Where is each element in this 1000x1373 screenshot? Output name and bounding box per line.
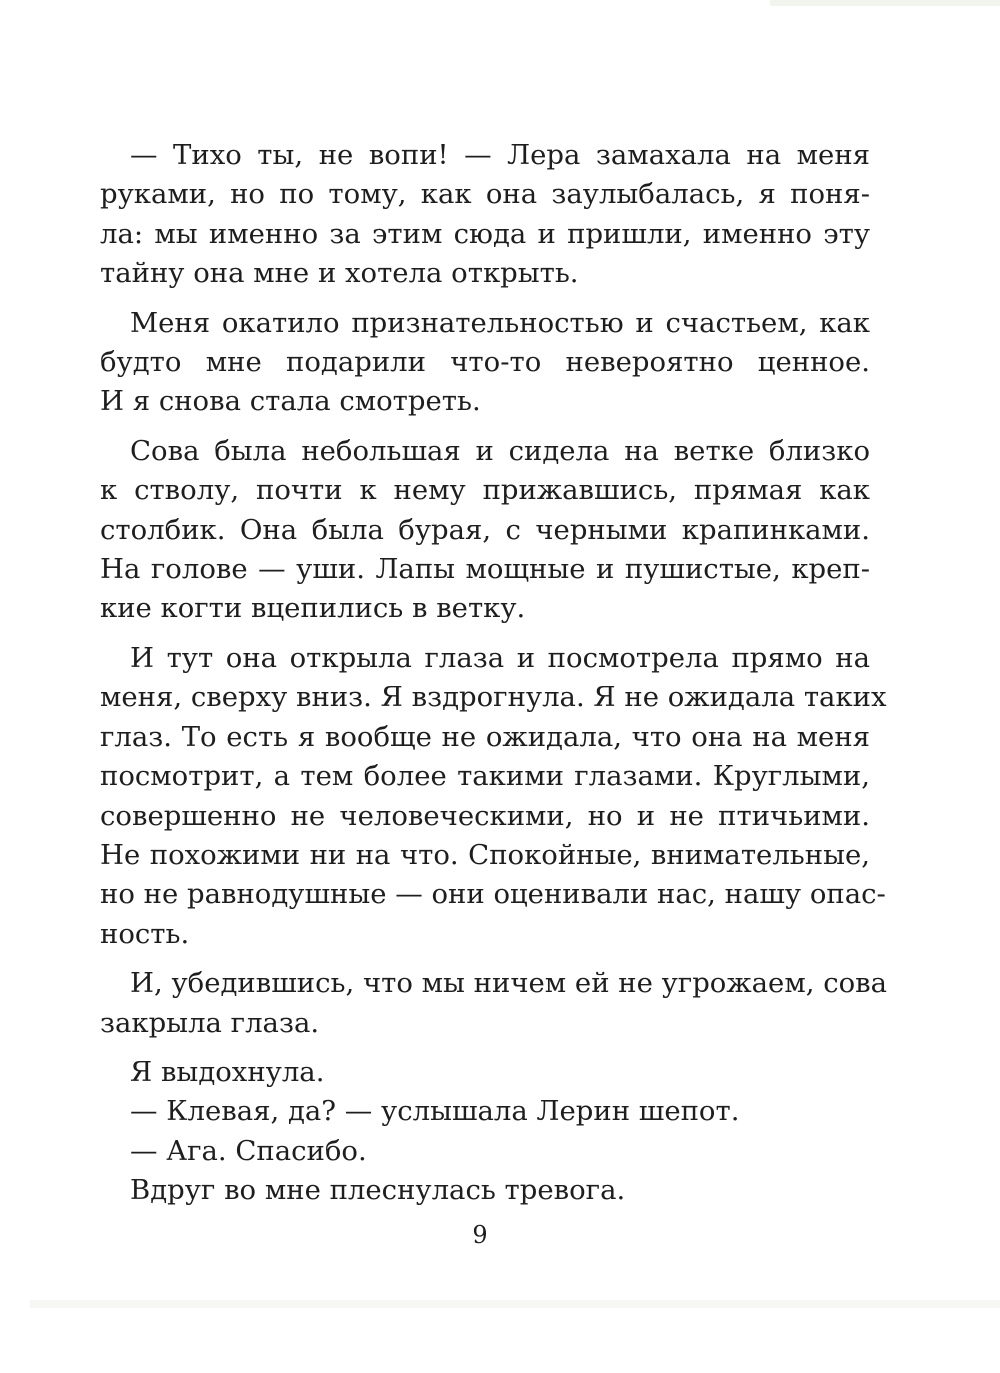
text-line: но не равнодушные — они оценивали нас, нашу опас- [100, 878, 886, 911]
paragraph [100, 1132, 870, 1171]
paragraph [100, 1092, 870, 1131]
text-line: Вдруг во мне плеснулась тревога. [130, 1174, 626, 1207]
text-line: — Ага. Спасибо. [130, 1134, 367, 1167]
text-line: кие когти вцепились в ветку. [100, 592, 526, 625]
body-text [100, 136, 888, 1211]
text-line: И я снова стала смотреть. [100, 385, 481, 418]
text-line: Меня окатило признательностью и счастьем, как [130, 306, 870, 339]
paragraph [100, 136, 870, 294]
text-line: ность. [100, 917, 190, 950]
text-line: глаз. То есть я вообще не ожидала, что она на меня [100, 720, 870, 753]
paragraph [100, 432, 870, 629]
text-line: столбик. Она была бурая, с черными крапинками. [100, 513, 870, 546]
text-line: — Тихо ты, не вопи! — Лера замахала на меня [130, 139, 870, 171]
text-line: И, убедившись, что мы ничем ей не угрожаем, сова [130, 967, 888, 1000]
scan-edge-top [770, 0, 1000, 6]
text-line: тайну она мне и хотела открыть. [100, 257, 579, 290]
scan-edge-bottom [30, 1300, 1000, 1308]
text-line: к стволу, почти к нему прижавшись, прямая как [100, 474, 870, 507]
text-line: закрыла глаза. [100, 1006, 320, 1039]
text-line: совершенно не человеческими, но и не птичьими. [100, 799, 870, 832]
text-line: И тут она открыла глаза и посмотрела прямо на [130, 641, 870, 674]
text-line: посмотрит, а тем более такими глазами. Круглыми, [100, 760, 870, 793]
paragraph [100, 639, 887, 954]
text-line: — Клевая, да? — услышала Лерин шепот. [130, 1095, 740, 1128]
paragraph [100, 964, 888, 1043]
text-line: руками, но по тому, как она заулыбалась, я поня- [100, 178, 870, 211]
paragraph [100, 1171, 870, 1210]
paragraph [100, 1053, 870, 1092]
paragraph [100, 304, 870, 422]
text-line: меня, сверху вниз. Я вздрогнула. Я не ожидала таких [100, 681, 887, 714]
text-line: Не похожими ни на что. Спокойные, внимательные, [100, 838, 870, 871]
text-line: Сова была небольшая и сидела на ветке близко [130, 434, 870, 467]
text-line: ла: мы именно за этим сюда и пришли, именно эту [100, 217, 870, 250]
page-number: 9 [472, 1221, 488, 1249]
text-line: На голове — уши. Лапы мощные и пушистые, креп- [100, 553, 870, 586]
text-line: Я выдохнула. [130, 1055, 325, 1088]
text-line: будто мне подарили что-то невероятно ценное. [100, 346, 870, 379]
